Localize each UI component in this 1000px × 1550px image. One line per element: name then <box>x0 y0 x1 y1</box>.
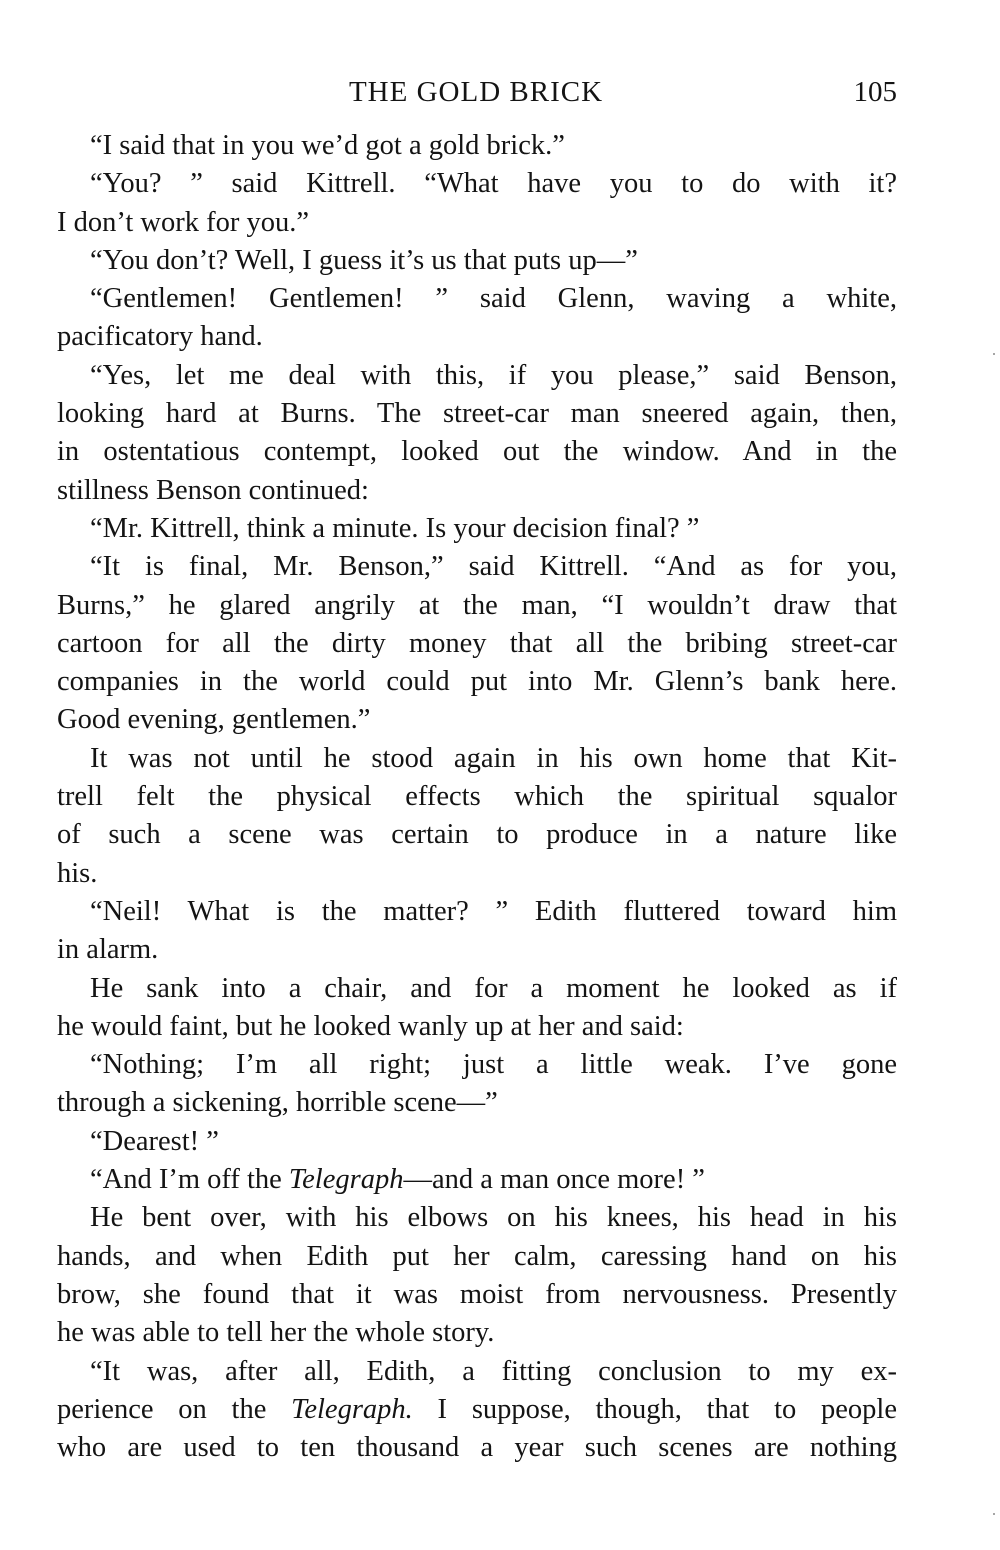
italic-title: Telegraph. <box>291 1393 413 1425</box>
italic-title: Telegraph <box>288 1164 404 1196</box>
text-line: cartoon for all the dirty money that all the bribing street-car <box>57 627 897 659</box>
text-line: “Neil! What is the matter? ” Edith fluttered toward him <box>90 895 897 927</box>
text-line: he would faint, but he looked wanly up at her and said: <box>57 1010 684 1042</box>
text-run: “And I’m off the <box>90 1164 289 1196</box>
text-line: stillness Benson continued: <box>57 474 369 506</box>
text-line: looking hard at Burns. The street-car man sneered again, then, <box>57 398 897 430</box>
text-line: I don’t work for you.” <box>57 206 309 238</box>
text-line: “Yes, let me deal with this, if you please,” said Benson, <box>90 359 897 391</box>
text-line: It was not until he stood again in his own home that Kit- <box>90 742 897 774</box>
text-line: who are used to ten thousand a year such scenes are nothing <box>57 1432 897 1464</box>
text-line <box>57 1391 897 1429</box>
text-run: perience on the <box>57 1393 292 1425</box>
text-line: “It was, after all, Edith, a fitting conclusion to my ex- <box>90 1355 897 1387</box>
body-text <box>57 127 897 1467</box>
text-line: “You? ” said Kittrell. “What have you to do with it? <box>90 168 897 200</box>
running-title: THE GOLD BRICK <box>348 76 604 108</box>
text-line: in alarm. <box>57 934 159 966</box>
page-number: 105 <box>853 76 897 108</box>
text-line: he was able to tell her the whole story. <box>57 1317 495 1349</box>
text-line: “It is final, Mr. Benson,” said Kittrell. “And as for you, <box>90 551 897 583</box>
text-line: “You don’t? Well, I guess it’s us that puts up—” <box>90 244 638 276</box>
running-head <box>55 72 897 112</box>
text-line: in ostentatious contempt, looked out the window. And in the <box>57 436 897 468</box>
text-line: trell felt the physical effects which the spiritual squalor <box>57 781 897 813</box>
text-line: hands, and when Edith put her calm, caressing hand on his <box>57 1240 897 1272</box>
text-line: of such a scene was certain to produce in a nature like <box>57 819 897 851</box>
text-line: companies in the world could put into Mr. Glenn’s bank here. <box>57 666 897 698</box>
text-line: pacificatory hand. <box>57 321 263 353</box>
text-run: I suppose, though, that to people <box>412 1393 897 1425</box>
text-line: He bent over, with his elbows on his knees, his head in his <box>90 1202 897 1234</box>
scan-speck <box>993 353 995 355</box>
text-run: —and a man once more! ” <box>403 1164 705 1196</box>
text-line: Good evening, gentlemen.” <box>57 704 371 736</box>
text-line: his. <box>57 857 98 889</box>
text-line: through a sickening, horrible scene—” <box>57 1087 498 1119</box>
text-line: “I said that in you we’d got a gold brick.” <box>90 130 565 161</box>
text-line: “Mr. Kittrell, think a minute. Is your decision final? ” <box>90 512 700 544</box>
scan-speck <box>993 1513 995 1515</box>
text-line: “Gentlemen! Gentlemen! ” said Glenn, waving a white, <box>90 283 897 315</box>
text-line: “Nothing; I’m all right; just a little weak. I’ve gone <box>90 1049 897 1081</box>
text-line: brow, she found that it was moist from nervousness. Presently <box>57 1278 897 1310</box>
text-line: Burns,” he glared angrily at the man, “I wouldn’t draw that <box>57 589 897 621</box>
text-line <box>57 1161 897 1199</box>
text-line: He sank into a chair, and for a moment he looked as if <box>90 972 897 1004</box>
text-line: “Dearest! ” <box>90 1125 219 1157</box>
